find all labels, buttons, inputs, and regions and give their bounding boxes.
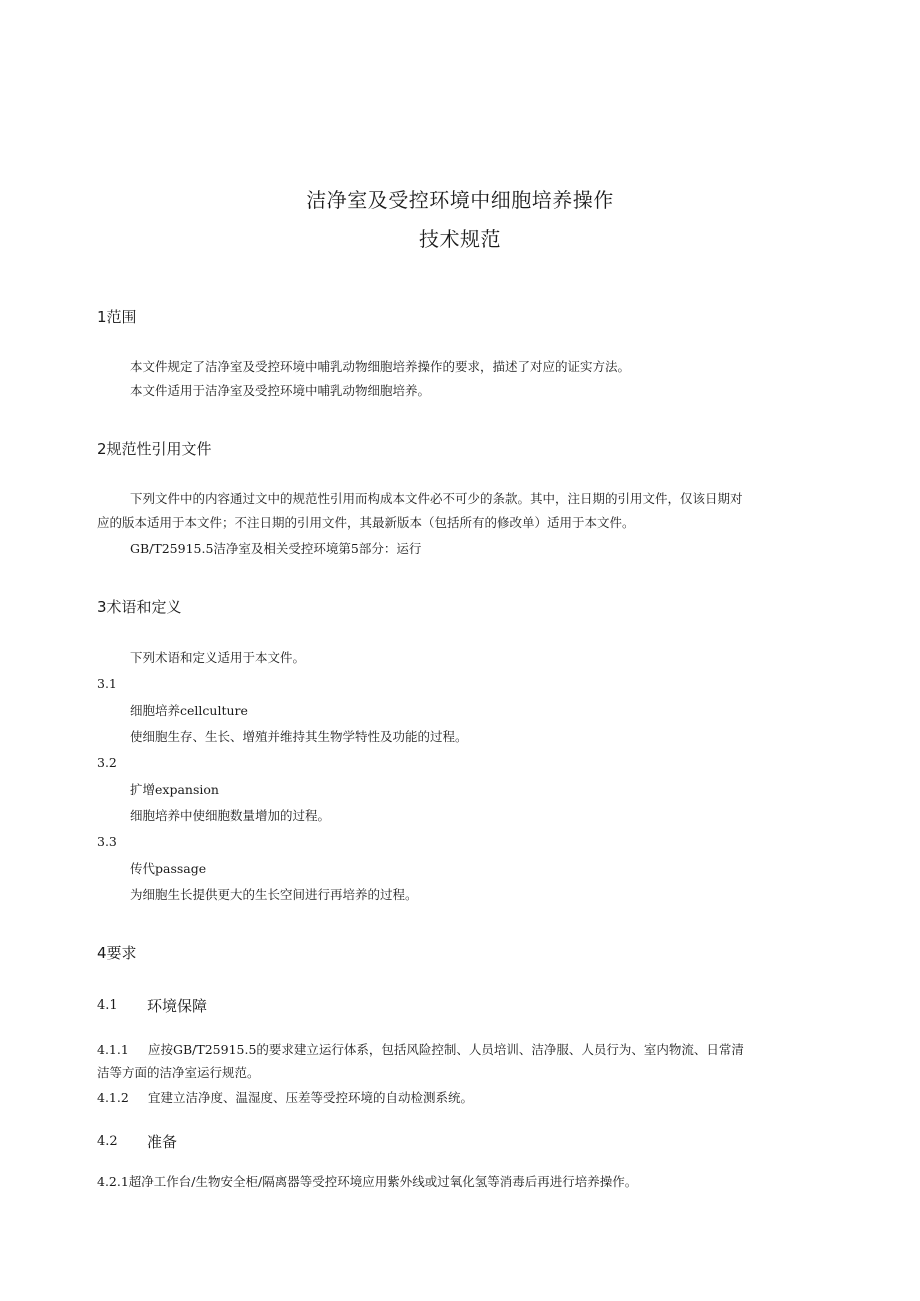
section2-para1-line2: 应的版本适用于本文件；不注日期的引用文件，其最新版本（包括所有的修改单）适用于本文件。	[97, 515, 635, 530]
term-name: 扩增expansion	[130, 782, 219, 797]
section1-heading: 1范围	[97, 308, 137, 326]
item-text-line2: 洁等方面的洁净室运行规范。	[97, 1065, 260, 1080]
subsection-number: 4.2	[97, 1134, 118, 1149]
document-title-line2: 技术规范	[419, 227, 501, 251]
section1-para2: 本文件适用于洁净室及受控环境中哺乳动物细胞培养。	[130, 383, 431, 398]
item-number: 4.1.2	[97, 1090, 129, 1105]
section3-intro: 下列术语和定义适用于本文件。	[130, 650, 306, 665]
term-number: 3.3	[97, 834, 117, 849]
subsection-title: 环境保障	[147, 997, 208, 1015]
term-definition: 使细胞生存、生长、增殖并维持其生物学特性及功能的过程。	[130, 729, 468, 744]
section3-heading: 3术语和定义	[97, 598, 182, 616]
section4-heading: 4要求	[97, 944, 137, 962]
item-number: 4.1.1	[97, 1042, 129, 1057]
term-number: 3.1	[97, 676, 117, 691]
term-definition: 细胞培养中使细胞数量增加的过程。	[130, 808, 331, 823]
document-title-line1: 洁净室及受控环境中细胞培养操作	[306, 188, 614, 212]
item-text-line1: 应按GB/T25915.5的要求建立运行体系，包括风险控制、人员培训、洁净服、人员行为、室内物流、日常清	[148, 1042, 744, 1057]
item-text: 宜建立洁净度、温湿度、压差等受控环境的自动检测系统。	[148, 1090, 474, 1105]
section2-para2: GB/T25915.5洁净室及相关受控环境第5部分：运行	[130, 541, 422, 556]
subsection-title: 准备	[147, 1133, 178, 1151]
term-name: 细胞培养cellculture	[130, 703, 248, 718]
section1-para1: 本文件规定了洁净室及受控环境中哺乳动物细胞培养操作的要求，描述了对应的证实方法。	[130, 359, 631, 374]
item-text: 4.2.1超净工作台/生物安全柜/隔离器等受控环境应用紫外线或过氧化氢等消毒后再进行培养操作。	[97, 1174, 638, 1189]
section2-heading: 2规范性引用文件	[97, 440, 212, 458]
subsection-number: 4.1	[97, 998, 118, 1013]
section2-para1-line1: 下列文件中的内容通过文中的规范性引用而构成本文件必不可少的条款。其中，注日期的引用文件，仅该日期对	[130, 491, 743, 506]
term-definition: 为细胞生长提供更大的生长空间进行再培养的过程。	[130, 887, 418, 902]
term-name: 传代passage	[130, 861, 207, 876]
term-number: 3.2	[97, 755, 117, 770]
